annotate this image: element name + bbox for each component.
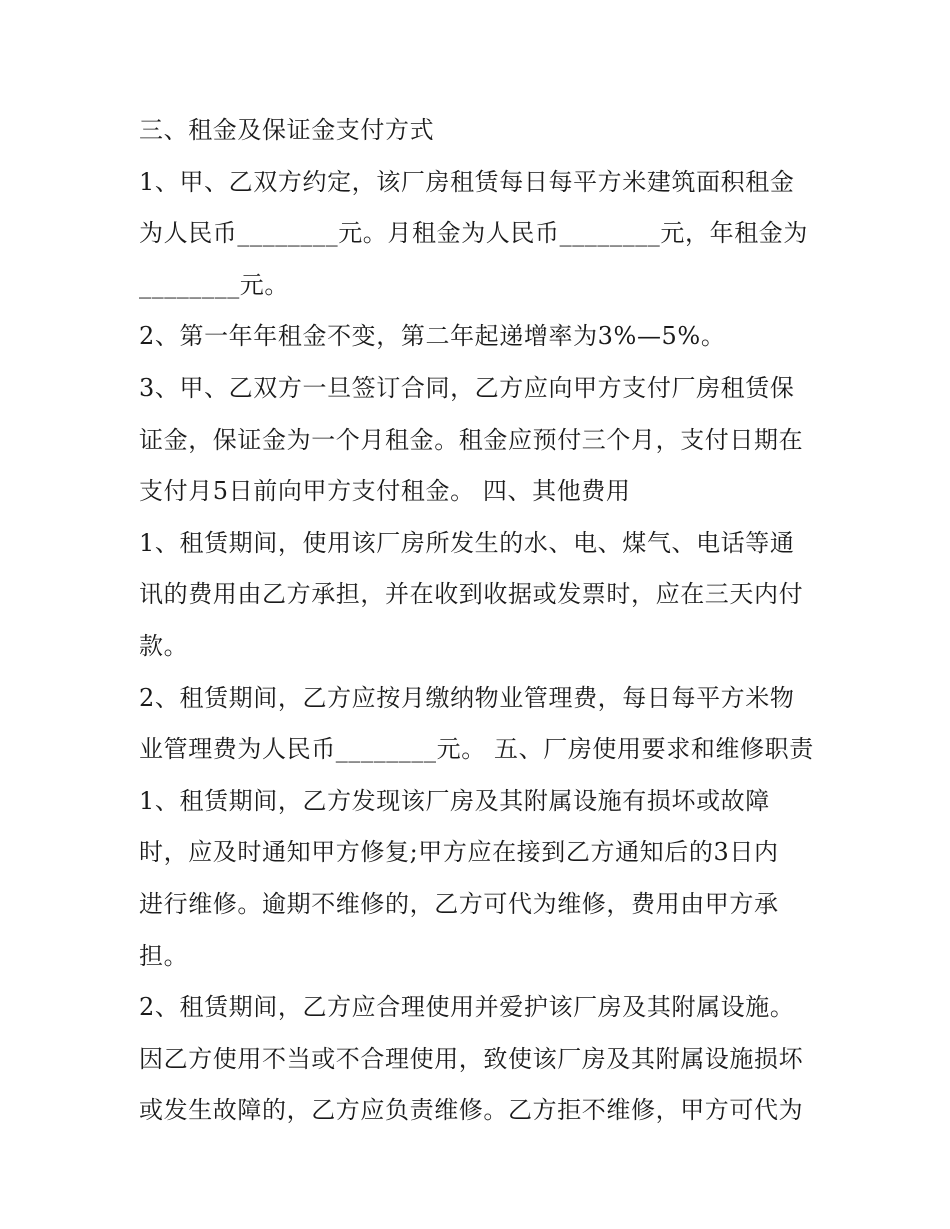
text-line: 业管理费为人民币________元。 五、厂房使用要求和维修职责 — [139, 735, 814, 764]
text-line: 1、租赁期间，使用该厂房所发生的水、电、煤气、电话等通 — [139, 528, 795, 557]
text-line: 因乙方使用不当或不合理使用，致使该厂房及其附属设施损坏 — [139, 1044, 804, 1073]
text-line: 2、租赁期间，乙方应合理使用并爱护该厂房及其附属设施。 — [139, 993, 795, 1022]
text-line: 1、租赁期间，乙方发现该厂房及其附属设施有损坏或故障 — [139, 786, 770, 815]
text-line: 支付月5日前向甲方支付租金。 四、其他费用 — [139, 477, 631, 506]
text-line: 3、甲、乙双方一旦签订合同，乙方应向甲方支付厂房租赁保 — [139, 373, 795, 402]
text-line: 2、第一年年租金不变，第二年起递增率为3%—5%。 — [139, 322, 726, 351]
text-line: 讯的费用由乙方承担，并在收到收据或发票时，应在三天内付 — [139, 580, 804, 609]
text-line: 进行维修。逾期不维修的，乙方可代为维修，费用由甲方承 — [139, 889, 779, 918]
text-line: 1、甲、乙双方约定，该厂房租赁每日每平方米建筑面积租金 — [139, 167, 795, 196]
text-line: 或发生故障的，乙方应负责维修。乙方拒不维修，甲方可代为 — [139, 1096, 804, 1125]
text-line: ________元。 — [139, 270, 289, 299]
text-line: 担。 — [139, 941, 189, 970]
text-line: 证金，保证金为一个月租金。租金应预付三个月，支付日期在 — [139, 425, 804, 454]
text-line: 2、租赁期间，乙方应按月缴纳物业管理费，每日每平方米物 — [139, 683, 795, 712]
text-line: 时，应及时通知甲方修复;甲方应在接到乙方通知后的3日内 — [139, 838, 779, 867]
document-body — [139, 105, 839, 1137]
text-line: 款。 — [139, 631, 189, 660]
text-line: 为人民币________元。月租金为人民币________元，年租金为 — [139, 219, 808, 248]
section-heading-rent-deposit: 三、租金及保证金支付方式 — [139, 116, 435, 144]
